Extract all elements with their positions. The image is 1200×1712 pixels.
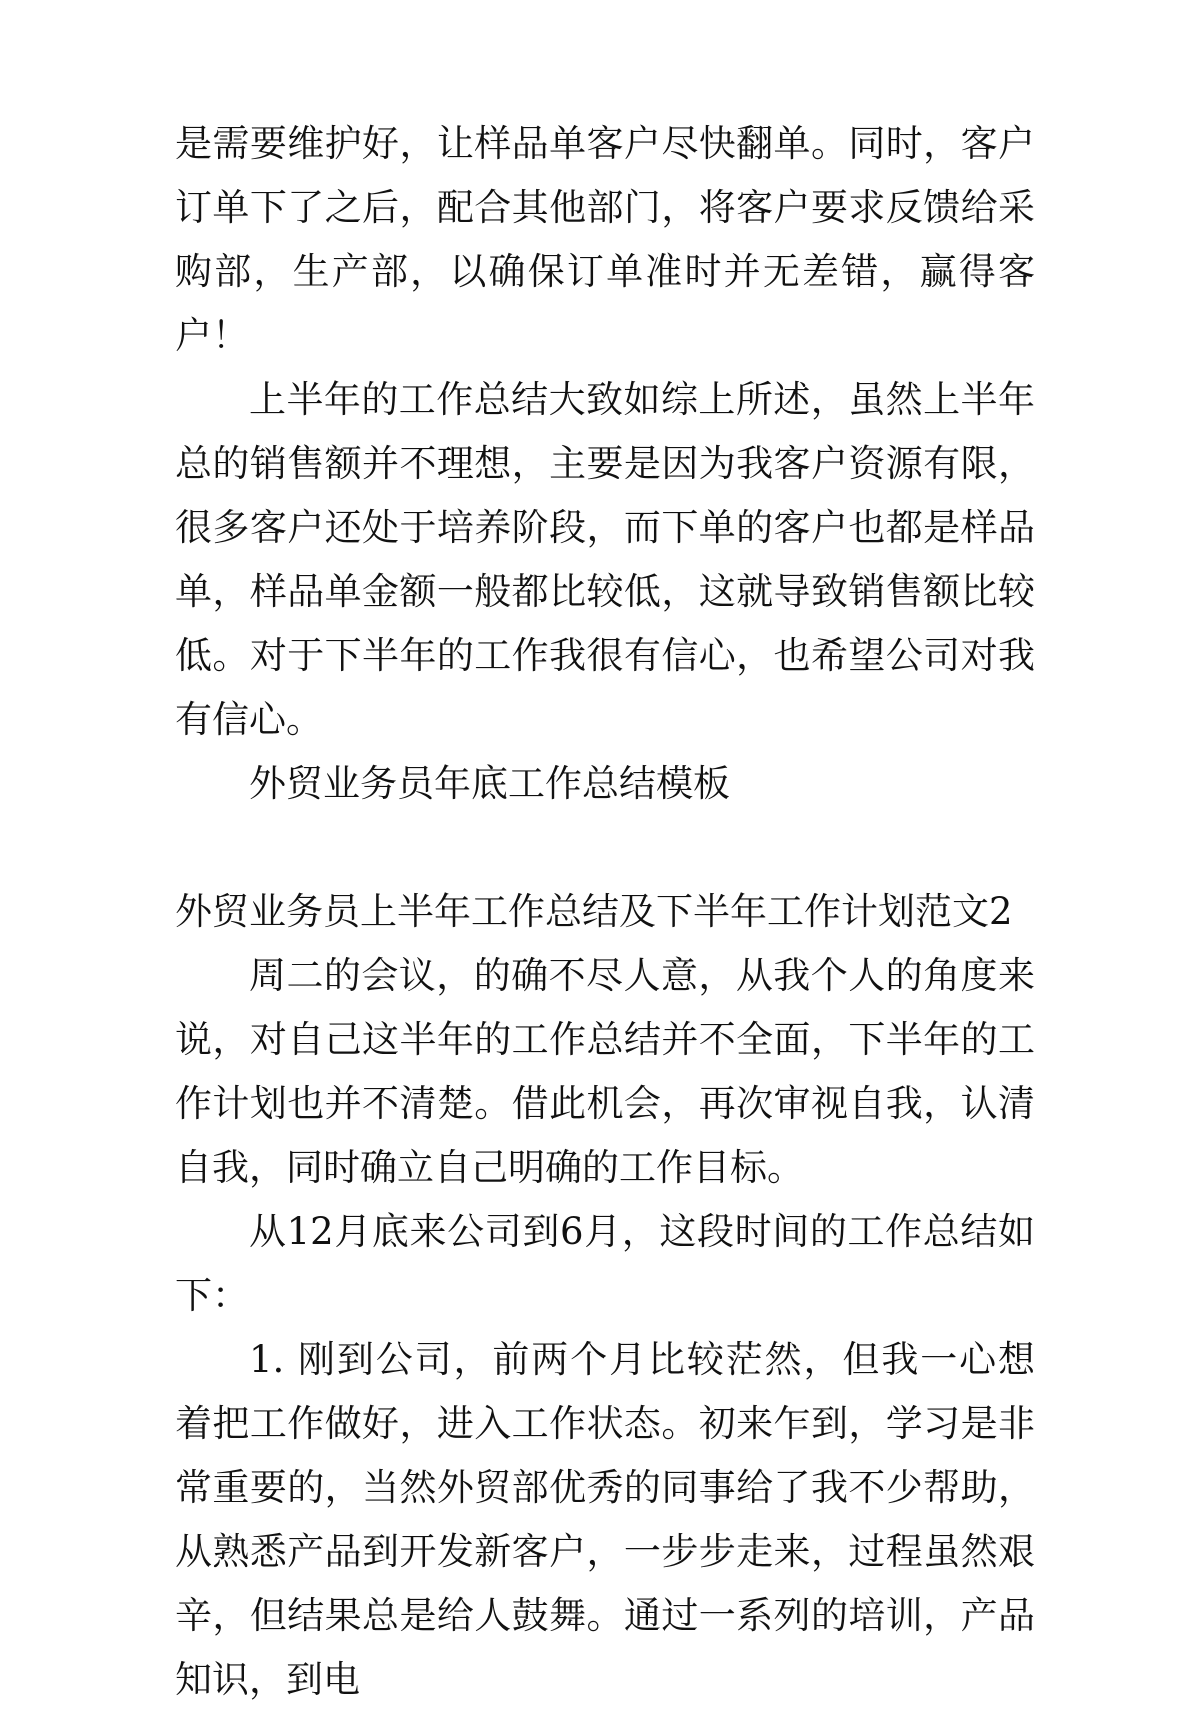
paragraph-period: 从12月底来公司到6月，这段时间的工作总结如下： bbox=[175, 1210, 1035, 1317]
paragraph-item-1: 1. 刚到公司，前两个月比较茫然，但我一心想着把工作做好，进入工作状态。初来乍到，学习是非常重要的，当然外贸部优秀的同事给了我不少帮助，从熟悉产品到开发新客户，一步步走来，过程虽然艰辛，但结果总是给人鼓舞。通过一系列的培训，产品知识，到电 bbox=[175, 1338, 1035, 1701]
paragraph-summary: 上半年的工作总结大致如综上所述，虽然上半年总的销售额并不理想，主要是因为我客户资源有限，很多客户还处于培养阶段，而下单的客户也都是样品单，样品单金额一般都比较低，这就导致销售额比较低。对于下半年的工作我很有信心，也希望公司对我有信心。 bbox=[175, 378, 1035, 741]
article-title: 外贸业务员上半年工作总结及下半年工作计划范文2 bbox=[175, 890, 1013, 933]
document-body bbox=[175, 112, 1035, 1712]
paragraph-continued: 是需要维护好，让样品单客户尽快翻单。同时，客户订单下了之后，配合其他部门，将客户要求反馈给采购部，生产部，以确保订单准时并无差错，赢得客户！ bbox=[175, 122, 1035, 357]
paragraph-meeting: 周二的会议，的确不尽人意，从我个人的角度来说，对自己这半年的工作总结并不全面，下半年的工作计划也并不清楚。借此机会，再次审视自我，认清自我，同时确立自己明确的工作目标。 bbox=[175, 954, 1035, 1189]
blank-line bbox=[175, 816, 1035, 880]
section-subtitle: 外贸业务员年底工作总结模板 bbox=[249, 762, 730, 805]
